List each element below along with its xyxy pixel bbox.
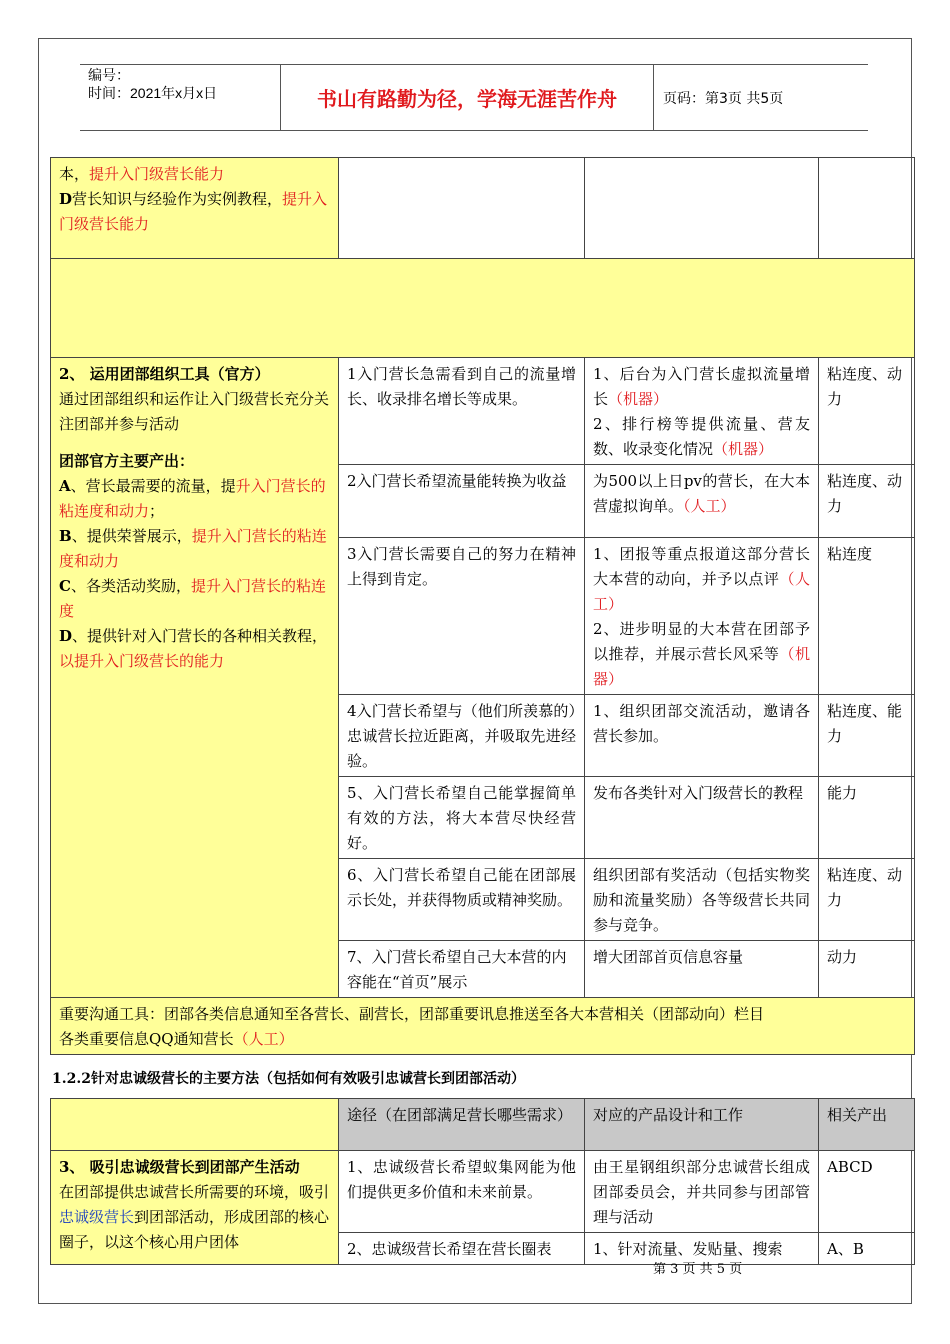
table-row xyxy=(51,158,915,259)
design-cell xyxy=(585,859,819,941)
need-cell: 6、入门营长希望自己能在团部展示长处，并获得物质或精神奖励。 xyxy=(339,859,585,941)
output-cell: 能力 xyxy=(819,777,915,859)
output-list-item: D、提供针对入门营长的各种相关教程，以提升入门级营长的能力 xyxy=(59,627,328,670)
header-motto: 书山有路勤为径，学海无涯苦作舟 xyxy=(317,87,617,111)
method-description-cell: 2、 运用团部组织工具（官方） 通过团部组织和运作让入门级营长充分关注团部并参与活动 团部官方主要产出： A、营长最需要的流量，提升入门营长的粘连度和动力； B、提供荣誉展示，提升入门营长的粘连度和动力 C、各类活动奖励，提升入门营长的粘连度 D、提供针对入门营长的各种相关教程，以提升入门级营长的能力 xyxy=(51,358,339,998)
strategy-table-entry-level xyxy=(50,157,915,1055)
header-cell: 途径（在团部满足营长哪些需求） xyxy=(339,1099,585,1151)
output-list-item: B、提供荣誉展示，提升入门营长的粘连度和动力 xyxy=(59,527,327,570)
empty-cell xyxy=(585,158,819,259)
design-item: 2、排行榜等提供流量、营友数、收录变化情况（机器） xyxy=(593,415,810,458)
need-cell: 7、入门营长希望自己大本营的内容能在“首页”展示 xyxy=(339,941,585,998)
strategy-table-loyal-level xyxy=(50,1098,915,1265)
design-cell xyxy=(585,941,819,998)
design-item: 1、后台为入门营长虚拟流量增长（机器） xyxy=(593,365,810,408)
design-item: 组织团部有奖活动（包括实物奖励和流量奖励）各等级营长共同参与竞争。 xyxy=(593,866,810,934)
page-footer: 第 3 页 共 5 页 xyxy=(653,1262,743,1277)
design-cell xyxy=(585,358,819,465)
design-cell: 由王星钢组织部分忠诚营长组成团部委员会，并共同参与团部管理与活动 xyxy=(585,1151,819,1233)
need-cell: 2入门营长希望流量能转换为收益 xyxy=(339,465,585,538)
need-cell: 4入门营长希望与（他们所羡慕的）忠诚营长拉近距离，并吸取先进经验。 xyxy=(339,695,585,777)
output-cell: 粘连度、动力 xyxy=(819,465,915,538)
table-row xyxy=(51,358,915,465)
output-list-item: C、各类活动奖励，提升入门营长的粘连度 xyxy=(59,577,326,620)
output-cell: A、B xyxy=(819,1233,915,1265)
table-header-row xyxy=(51,1099,915,1151)
design-item: 增大团部首页信息容量 xyxy=(593,948,744,966)
empty-cell xyxy=(339,158,585,259)
header-divider xyxy=(653,64,654,131)
need-cell: 1、忠诚级营长希望蚁集网能为他们提供更多价值和未来前景。 xyxy=(339,1151,585,1233)
output-cell: 动力 xyxy=(819,941,915,998)
design-cell xyxy=(585,465,819,538)
output-cell: 粘连度、动力 xyxy=(819,859,915,941)
document-number: 编号： xyxy=(88,67,130,83)
table-row xyxy=(51,998,915,1055)
header-page-info: 页码：第3页 共5页 xyxy=(663,91,784,107)
design-cell xyxy=(585,538,819,695)
header-cell: 相关产出 xyxy=(819,1099,915,1151)
blank-highlight-row xyxy=(51,259,915,358)
need-cell: 5、入门营长希望自己能掌握简单有效的方法，将大本营尽快经营好。 xyxy=(339,777,585,859)
table-row xyxy=(51,259,915,358)
header-cell xyxy=(51,1099,339,1151)
section-heading: 1.2.2针对忠诚级营长的主要方法（包括如何有效吸引忠诚营长到团部活动） xyxy=(52,1071,525,1087)
design-cell: 1、针对流量、发贴量、搜索 xyxy=(585,1233,819,1265)
output-cell: ABCD xyxy=(819,1151,915,1233)
header-cell: 对应的产品设计和工作 xyxy=(585,1099,819,1151)
empty-cell xyxy=(819,158,915,259)
output-list xyxy=(59,474,330,674)
header-meta xyxy=(88,66,217,102)
output-list-item: A、营长最需要的流量，提升入门营长的粘连度和动力； xyxy=(59,477,326,520)
table-row xyxy=(51,1151,915,1233)
need-cell: 2、忠诚级营长希望在营长圈表 xyxy=(339,1233,585,1265)
need-cell: 3入门营长需要自己的努力在精神上得到肯定。 xyxy=(339,538,585,695)
design-cell xyxy=(585,777,819,859)
communication-tools-cell: 重要沟通工具：团部各类信息通知至各营长、副营长，团部重要讯息推送至各大本营相关（团部动向）栏目 各类重要信息QQ通知营长（人工） xyxy=(51,998,915,1055)
design-item: 1、组织团部交流活动，邀请各营长参加。 xyxy=(593,702,810,745)
method-description-cell: 3、 吸引忠诚级营长到团部产生活动 在团部提供忠诚营长所需要的环境，吸引忠诚级营长到团部活动，形成团部的核心圈子，以这个核心用户团体 xyxy=(51,1151,339,1265)
output-cell: 粘连度 xyxy=(819,538,915,695)
output-cell: 粘连度、能力 xyxy=(819,695,915,777)
design-item: 2、进步明显的大本营在团部予以推荐，并展示营长风采等（机器） xyxy=(593,620,810,688)
design-item: 1、团报等重点报道这部分营长大本营的动向，并予以点评（人工） xyxy=(593,545,810,613)
output-cell: 粘连度、动力 xyxy=(819,358,915,465)
design-item: 为500以上日pv的营长，在大本营虚拟询单。（人工） xyxy=(593,472,810,515)
design-cell xyxy=(585,695,819,777)
continued-cell: 本，提升入门级营长能力 D营长知识与经验作为实例教程，提升入门级营长能力 xyxy=(51,158,339,259)
design-item: 发布各类针对入门级营长的教程 xyxy=(593,784,804,802)
document-time: 时间：2021年x月x日 xyxy=(88,85,218,101)
need-cell: 1入门营长急需看到自己的流量增长、收录排名增长等成果。 xyxy=(339,358,585,465)
